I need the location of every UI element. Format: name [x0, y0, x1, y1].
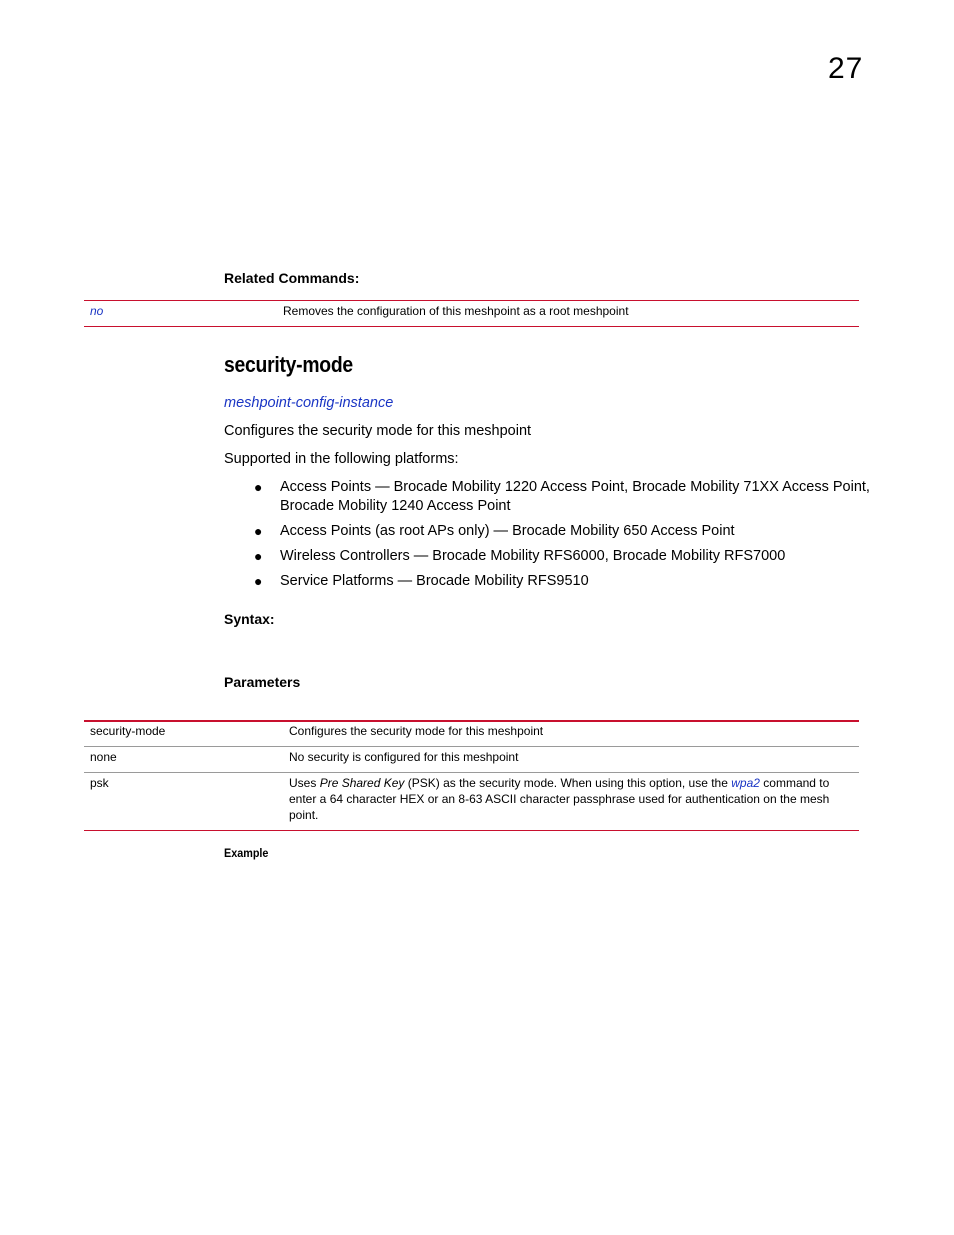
page-title: security-mode — [224, 352, 353, 377]
param-name: psk — [90, 776, 109, 790]
bullet-icon: ● — [254, 523, 263, 539]
table-top-rule — [84, 720, 859, 722]
platform-text: Wireless Controllers — Brocade Mobility RFS6000, Brocade Mobility RFS7000 — [280, 548, 786, 564]
table-bottom-rule — [84, 326, 859, 327]
table-bottom-rule — [84, 830, 859, 831]
description-text: Configures the security mode for this meshpoint — [224, 423, 532, 439]
related-commands-label: Related Commands: — [224, 270, 360, 286]
param-description: Configures the security mode for this meshpoint — [289, 724, 544, 738]
table-top-rule — [84, 300, 859, 301]
bullet-icon: ● — [254, 573, 263, 589]
desc-text: (PSK) as the security mode. When using this option, use the — [404, 776, 732, 790]
platforms-list — [254, 478, 874, 597]
platform-text: Access Points (as root APs only) — Brocade Mobility 650 Access Point — [280, 523, 735, 539]
list-item — [254, 522, 874, 541]
bullet-icon: ● — [254, 548, 263, 564]
list-item — [254, 572, 874, 591]
list-item — [254, 478, 874, 516]
platform-text: Service Platforms — Brocade Mobility RFS9510 — [280, 573, 589, 589]
list-item — [254, 547, 874, 566]
platforms-intro: Supported in the following platforms: — [224, 451, 459, 467]
context-link[interactable]: meshpoint-config-instance — [224, 395, 394, 411]
example-label: Example — [224, 846, 269, 860]
wpa2-command-link[interactable]: wpa2 — [731, 776, 760, 790]
param-description — [289, 775, 854, 823]
desc-text: command to enter a 64 character HEX or an 8-63 ASCII character passphrase used for authentication on the mesh point. — [289, 776, 830, 822]
param-description: No security is configured for this meshpoint — [289, 750, 519, 764]
parameters-label: Parameters — [224, 674, 301, 690]
row-divider — [84, 746, 859, 747]
syntax-label: Syntax: — [224, 611, 275, 627]
bullet-icon: ● — [254, 479, 263, 495]
param-name: none — [90, 750, 117, 764]
desc-text: Uses — [289, 776, 320, 790]
related-command-description: Removes the configuration of this meshpoint as a root meshpoint — [283, 304, 629, 318]
desc-italic-term: Pre Shared Key — [319, 776, 405, 790]
related-command-link[interactable]: no — [90, 304, 104, 318]
row-divider — [84, 772, 859, 773]
chapter-number: 27 — [828, 52, 864, 85]
param-name: security-mode — [90, 724, 166, 738]
platform-text: Access Points — Brocade Mobility 1220 Access Point, Brocade Mobility 71XX Access Point, Brocade Mobility 1240 Access Point — [280, 479, 870, 514]
